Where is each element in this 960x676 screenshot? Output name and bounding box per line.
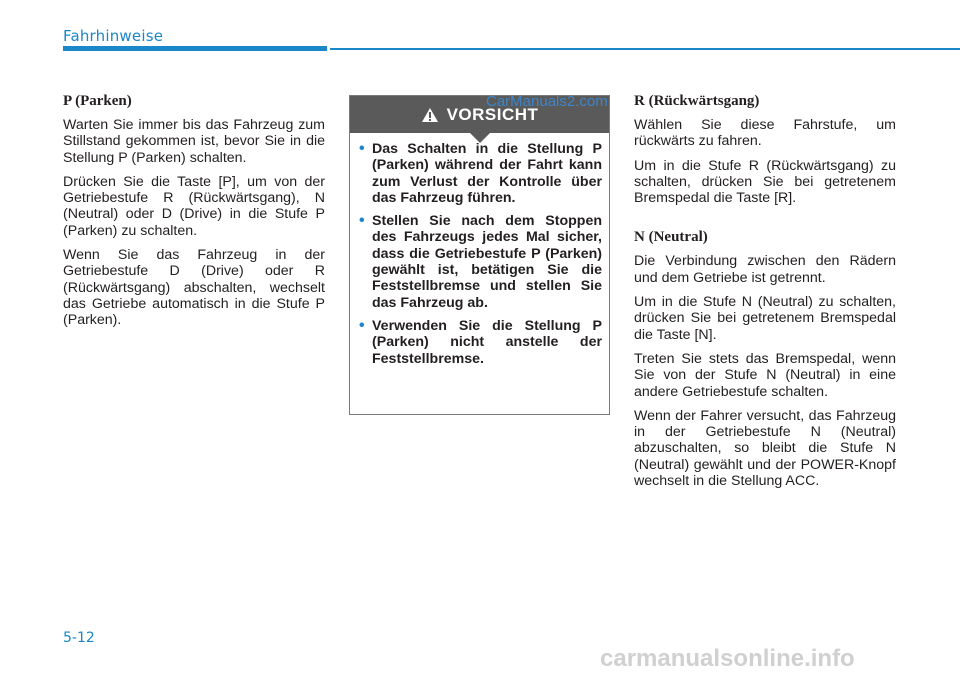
site-watermark: carmanualsonline.info (600, 645, 855, 672)
paragraph: Wählen Sie diese Fahrstufe, um rückwärts zu fahren. (634, 117, 896, 150)
caution-item: • Stellen Sie nach dem Stoppen des Fahrzeugs jedes Mal sicher, dass die Getriebestufe P (Parken) gewählt ist, betätigen Sie die Feststellbremse und stellen Sie das Fahrzeug ab. (359, 213, 602, 311)
right-column (634, 92, 896, 497)
left-column (63, 92, 325, 337)
rueckwaertsgang-heading: R (Rückwärtsgang) (634, 93, 760, 109)
page-number: 5-12 (63, 630, 95, 646)
header-rule-thick (63, 46, 327, 51)
section-title: Fahrhinweise (63, 27, 164, 45)
caution-item: • Verwenden Sie die Stellung P (Parken) nicht anstelle der Feststellbremse. (359, 318, 602, 367)
warning-triangle-icon (421, 107, 439, 123)
neutral-heading: N (Neutral) (634, 229, 708, 246)
paragraph: Wenn Sie das Fahrzeug in der Getriebestufe D (Drive) oder R (Rückwärtsgang) abschalten, wechselt das Getriebe automatisch in die Stufe P (Parken). (63, 247, 325, 329)
paragraph: Um in die Stufe N (Neutral) zu schalten, drücken Sie bei getretenem Bremspedal die Taste [N]. (634, 294, 896, 343)
paragraph: Drücken Sie die Taste [P], um von der Getriebestufe R (Rückwärtsgang), N (Neutral) oder D (Drive) in die Stufe P (Parken) zu schalten. (63, 173, 325, 239)
parken-heading: P (Parken) (63, 93, 132, 109)
paragraph: Wenn der Fahrer versucht, das Fahrzeug in der Getriebestufe N (Neutral) abzuschalten, so bleibt die Stufe N (Neutral) gewählt und der POWER-Knopf wechselt in die Stellung ACC. (634, 407, 896, 490)
caution-list (350, 141, 609, 374)
caution-title: VORSICHT (446, 104, 539, 124)
paragraph: Die Verbindung zwischen den Rädern und dem Getriebe ist getrennt. (634, 253, 896, 286)
paragraph: Warten Sie immer bis das Fahrzeug zum Stillstand gekommen ist, bevor Sie in die Stellung P (Parken) schalten. (63, 117, 325, 166)
header-rule-thin (330, 48, 960, 50)
watermark-link[interactable]: CarManuals2.com (486, 93, 608, 110)
caution-box (349, 95, 610, 415)
caution-item: • Das Schalten in die Stellung P (Parken) während der Fahrt kann zum Verlust der Kontrolle über das Fahrzeug führen. (359, 141, 602, 206)
paragraph: Um in die Stufe R (Rückwärtsgang) zu schalten, drücken Sie bei getretenem Bremspedal die Taste [R]. (634, 157, 896, 207)
paragraph: Treten Sie stets das Bremspedal, wenn Sie von der Stufe N (Neutral) in eine andere Getriebestufe schalten. (634, 350, 896, 400)
